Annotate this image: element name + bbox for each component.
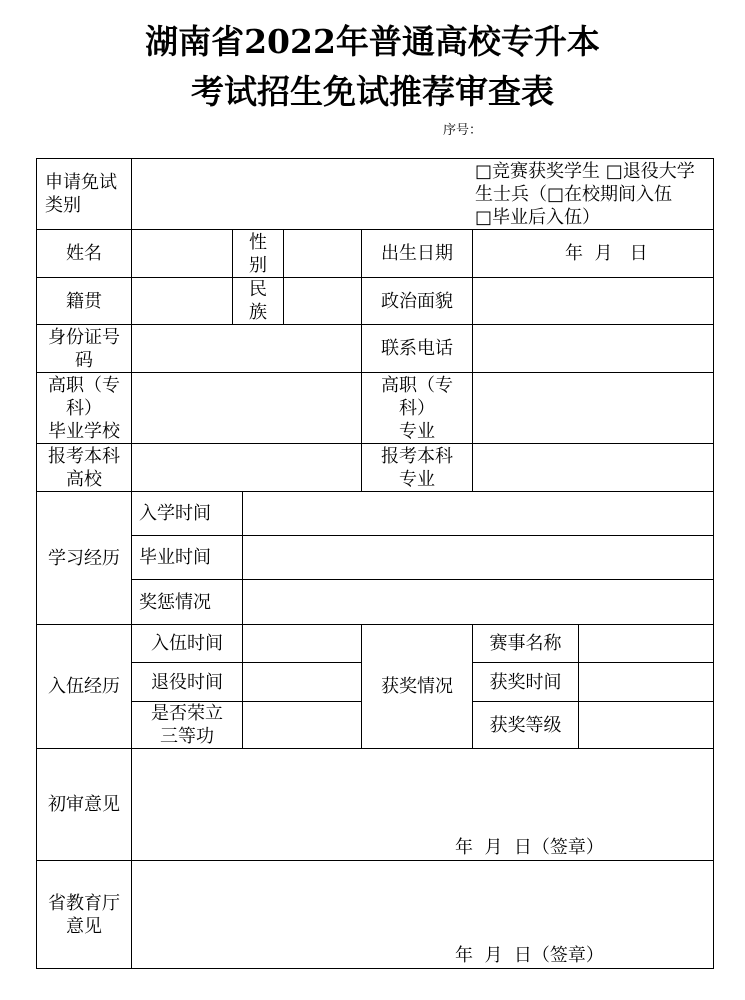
birth-label: 出生日期 [381,243,453,264]
ethnicity-label: 民族 [249,279,267,323]
category-label-cell [36,158,132,230]
enlist-time-label-cell [131,624,243,663]
review-label-cell [36,748,132,861]
target-school-label-cell [36,443,132,492]
major-field [472,372,714,444]
merit-field [242,701,362,749]
ethnicity-field [283,277,362,325]
province-signature-date: 年 月 日（签章） [455,945,604,966]
serial-number-label: 序号： [443,123,483,138]
graduate-field [242,535,714,580]
document-title-line2: 考试招生免试推荐审查表 [191,72,554,111]
political-label-cell [361,277,473,325]
category-options-cell [131,158,714,230]
document-title-line1: 湖南省2022年普通高校专升本 [145,22,600,61]
target-school-label: 报考本科高校 [48,445,120,490]
event-label-cell [472,624,579,663]
enlist-time-field [242,624,362,663]
political-label: 政治面貌 [381,290,453,312]
major-label: 高职（专科） 专业 [381,374,453,442]
origin-label-cell [36,277,132,325]
category-label: 申请免试类别 [45,172,117,216]
review-label: 初审意见 [48,794,120,815]
political-field [472,277,714,325]
name-label-cell [36,229,132,278]
target-major-label-cell [361,443,473,492]
target-major-label: 报考本科专业 [381,445,453,490]
major-label-cell [361,372,473,444]
id-label: 身份证号码 [48,326,120,371]
origin-field [131,277,233,325]
phone-label: 联系电话 [381,338,453,359]
award-label: 获奖情况 [381,676,453,697]
event-label: 赛事名称 [489,633,562,654]
school-field [131,372,362,444]
award-time-label: 获奖时间 [489,671,562,693]
name-label: 姓名 [66,243,102,264]
province-label: 省教育厅意见 [48,892,120,937]
school-label: 高职（专科） 毕业学校 [48,374,120,442]
merit-label-cell [131,701,243,749]
name-field [131,229,233,278]
award-level-label: 获奖等级 [489,714,562,736]
enlist-time-label: 入伍时间 [151,633,223,654]
gender-label: 性别 [249,231,267,276]
discharge-time-label-cell [131,662,243,702]
gender-label-cell [232,229,284,278]
review-signature-date: 年 月 日（签章） [455,837,604,858]
birth-label-cell [361,229,473,278]
discharge-time-field [242,662,362,702]
birth-field [472,229,714,278]
id-field [131,324,362,373]
enroll-label-cell [131,491,243,536]
award-time-field [578,662,714,702]
award-level-label-cell [472,701,579,749]
study-label: 学习经历 [48,547,120,569]
award-label-cell [361,624,473,749]
discharge-time-label: 退役时间 [151,671,223,693]
phone-label-cell [361,324,473,373]
enlist-label-cell [36,624,132,749]
ethnicity-label-cell [232,277,284,325]
category-options: □竞赛获奖学生 □退役大学 生士兵（□在校期间入伍 □毕业后入伍） [475,161,695,228]
event-field [578,624,714,663]
phone-field [472,324,714,373]
province-label-cell [36,860,132,969]
award-level-field [578,701,714,749]
target-major-field [472,443,714,492]
gender-field [283,229,362,278]
province-field [131,860,714,969]
study-label-cell [36,491,132,625]
graduate-label-cell [131,535,243,580]
rewards-label-cell [131,579,243,625]
enlist-label: 入伍经历 [48,676,120,697]
origin-label: 籍贯 [66,290,102,312]
review-field [131,748,714,861]
graduate-label: 毕业时间 [139,547,211,568]
rewards-field [242,579,714,625]
enroll-label: 入学时间 [139,503,211,524]
enroll-field [242,491,714,536]
target-school-field [131,443,362,492]
birth-date-placeholder: 年 月 日 [565,243,648,264]
school-label-cell [36,372,132,444]
merit-label: 是否荣立三等功 [151,703,223,747]
rewards-label: 奖惩情况 [139,591,211,613]
id-label-cell [36,324,132,373]
award-time-label-cell [472,662,579,702]
